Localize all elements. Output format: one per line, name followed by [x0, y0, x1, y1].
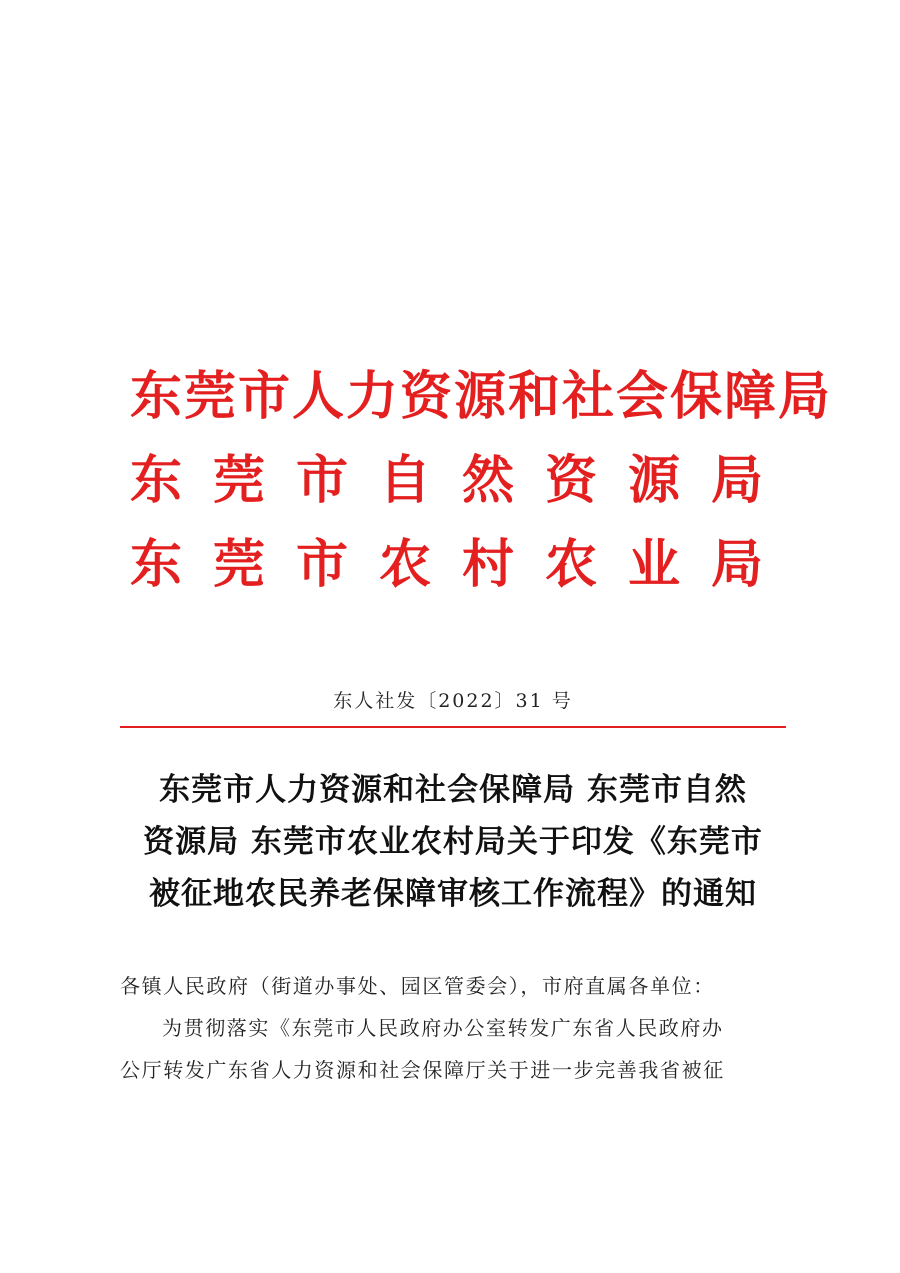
issuing-agencies-header: [130, 355, 833, 607]
addressee-line: 各镇人民政府（街道办事处、园区管委会），市府直属各单位：: [120, 974, 715, 998]
title-line: 资源局 东莞市农业农村局关于印发《东莞市: [143, 824, 763, 860]
body-line: 公厅转发广东省人力资源和社会保障厅关于进一步完善我省被征: [120, 1058, 725, 1082]
issuer-agriculture-rural-bureau: 东莞市农村农业局: [130, 534, 795, 595]
title-line: 被征地农民养老保障审核工作流程》的通知: [149, 876, 757, 912]
body-line: 为贯彻落实《东莞市人民政府办公室转发广东省人民政府办: [162, 1016, 724, 1040]
issuer-natural-resources-bureau: 东莞市自然资源局: [130, 450, 795, 511]
document-number: 东人社发〔2022〕31 号: [333, 690, 573, 712]
document-body: [120, 965, 800, 1091]
document-title: [120, 764, 786, 920]
title-line: 东莞市人力资源和社会保障局 东莞市自然: [159, 772, 747, 808]
red-divider-line: [120, 726, 786, 728]
issuer-hr-social-security-bureau: 东莞市人力资源和社会保障局: [130, 366, 833, 427]
